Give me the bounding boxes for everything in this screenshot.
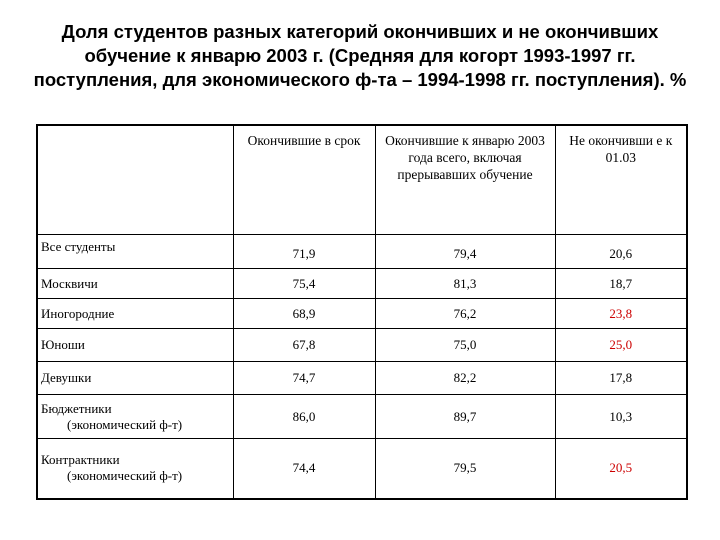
row-label-cell	[37, 362, 233, 395]
row-label-cell	[37, 439, 233, 499]
value-graduated-total: 82,2	[375, 362, 555, 395]
table-row	[37, 235, 687, 269]
row-sublabel: (экономический ф-т)	[67, 468, 183, 484]
value-graduated-total: 76,2	[375, 299, 555, 329]
table-row	[37, 299, 687, 329]
data-table	[36, 124, 688, 500]
value-not-graduated: 20,5	[555, 439, 687, 499]
page-title: Доля студентов разных категорий окончивших и не окончивших обучение к январю 2003 г. (Средняя для когорт 1993-1997 гг. поступления, для экономического ф-та – 1994-1998 гг. поступления). %	[33, 21, 687, 90]
value-not-graduated: 17,8	[555, 362, 687, 395]
value-on-time: 86,0	[233, 395, 375, 439]
table-row	[37, 362, 687, 395]
row-label-cell	[37, 395, 233, 439]
table-row	[37, 269, 687, 299]
value-graduated-total: 79,4	[375, 235, 555, 269]
row-label: Бюджетники	[41, 400, 112, 416]
row-label: Контрактники	[41, 452, 120, 468]
row-label-cell	[37, 235, 233, 269]
header-row	[37, 125, 687, 235]
value-not-graduated: 23,8	[555, 299, 687, 329]
row-sublabel: (экономический ф-т)	[67, 416, 183, 432]
row-label-cell	[37, 329, 233, 362]
header-corner-cell	[37, 125, 233, 235]
row-label: Иногородние	[41, 305, 115, 321]
header-label-on-time: Окончившие в срок	[247, 133, 361, 148]
row-label: Москвичи	[41, 275, 98, 291]
value-on-time: 74,7	[233, 362, 375, 395]
value-graduated-total: 79,5	[375, 439, 555, 499]
header-cell-graduated-total	[375, 125, 555, 235]
table-row	[37, 329, 687, 362]
row-label: Юноши	[41, 337, 85, 352]
row-label: Девушки	[41, 370, 92, 385]
row-label-cell	[37, 269, 233, 299]
row-label: Все студенты	[41, 239, 116, 254]
value-not-graduated: 20,6	[555, 235, 687, 269]
value-on-time: 71,9	[233, 235, 375, 269]
header-cell-not-graduated	[555, 125, 687, 235]
value-not-graduated: 25,0	[555, 329, 687, 362]
value-on-time: 75,4	[233, 269, 375, 299]
value-not-graduated: 10,3	[555, 395, 687, 439]
value-on-time: 74,4	[233, 439, 375, 499]
value-graduated-total: 81,3	[375, 269, 555, 299]
table-row	[37, 395, 687, 439]
row-label-cell	[37, 299, 233, 329]
table-row	[37, 439, 687, 499]
value-on-time: 67,8	[233, 329, 375, 362]
header-cell-on-time	[233, 125, 375, 235]
header-label-not-graduated: Не окончивши е к 01.03	[569, 133, 673, 165]
value-not-graduated: 18,7	[555, 269, 687, 299]
value-graduated-total: 89,7	[375, 395, 555, 439]
value-graduated-total: 75,0	[375, 329, 555, 362]
header-label-graduated-total: Окончившие к январю 2003 года всего, включая прерывавших обучение	[385, 133, 545, 182]
value-on-time: 68,9	[233, 299, 375, 329]
